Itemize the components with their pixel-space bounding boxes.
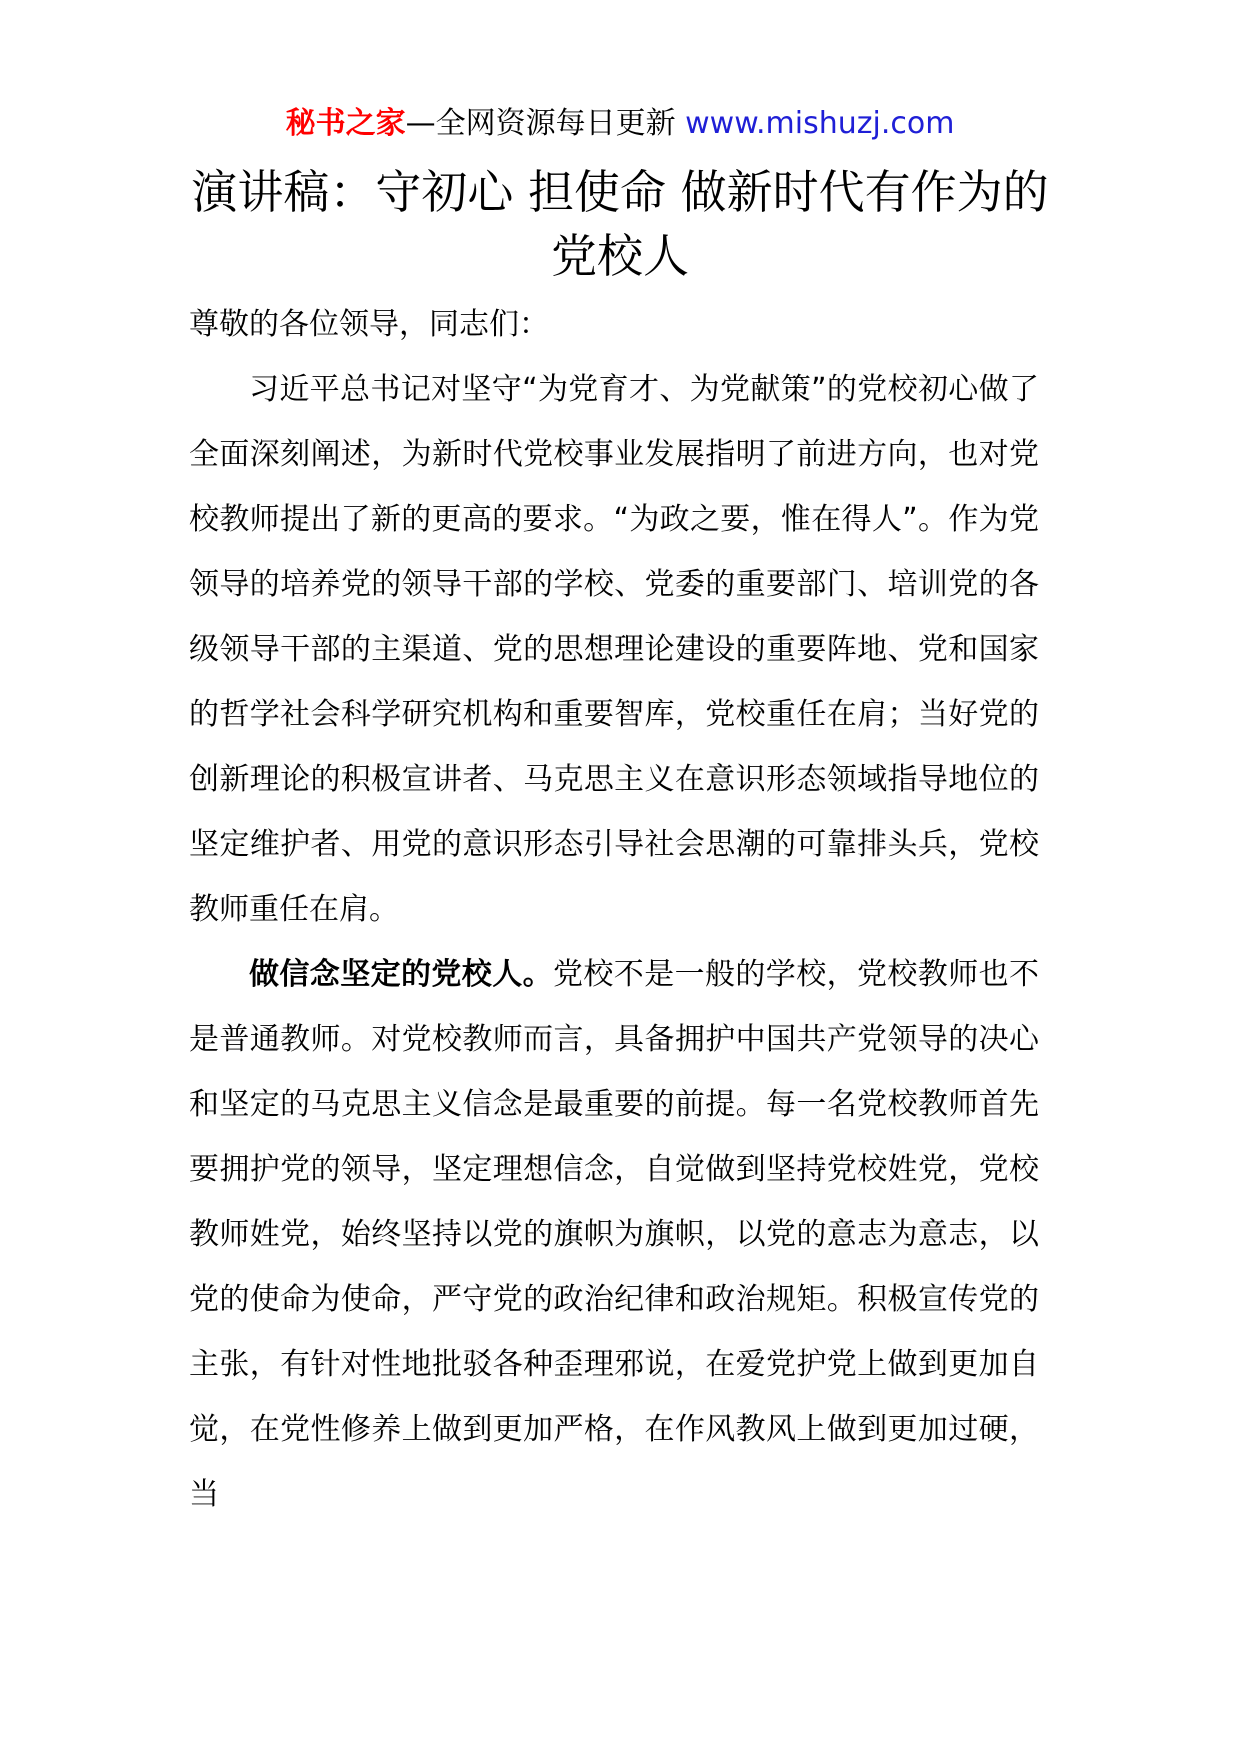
site-header — [0, 104, 1240, 144]
salutation: 尊敬的各位领导，同志们： — [189, 307, 549, 342]
paragraph-1: 习近平总书记对坚守“为党育才、为党献策”的党校初心做了全面深刻阐述，为新时代党校事业发展指明了前进方向，也对党校教师提出了新的更高的要求。“为政之要，惟在得人”。作为党领导的培养党的领导干部的学校、党委的重要部门、培训党的各级领导干部的主渠道、党的思想理论建设的重要阵地、党和国家的哲学社会科学研究机构和重要智库，党校重任在肩；当好党的创新理论的积极宣讲者、马克思主义在意识形态领域指导地位的坚定维护者、用党的意识形态引导社会思潮的可靠排头兵，党校教师重任在肩。 — [189, 372, 1039, 927]
title-line-2: 党校人 — [551, 229, 689, 283]
document-body — [189, 292, 1039, 1527]
header-tagline: —全网资源每日更新 — [405, 106, 676, 141]
document-title — [150, 160, 1090, 288]
site-url-link[interactable]: www.mishuzj.com — [685, 106, 955, 141]
brand-name: 秘书之家 — [285, 106, 406, 141]
paragraph-2-body: 党校不是一般的学校，党校教师也不是普通教师。对党校教师而言，具备拥护中国共产党领导的决心和坚定的马克思主义信念是最重要的前提。每一名党校教师首先要拥护党的领导，坚定理想信念，自觉做到坚持党校姓党，党校教师姓党，始终坚持以党的旗帜为旗帜，以党的意志为意志，以党的使命为使命，严守党的政治纪律和政治规矩。积极宣传党的主张，有针对性地批驳各种歪理邪说，在爱党护党上做到更加自觉，在党性修养上做到更加严格，在作风教风上做到更加过硬，当 — [189, 957, 1039, 1512]
paragraph-2 — [189, 942, 1039, 1527]
paragraph-2-lead: 做信念坚定的党校人。 — [249, 957, 553, 992]
title-line-1: 演讲稿：守初心 担使命 做新时代有作为的 — [191, 165, 1049, 219]
